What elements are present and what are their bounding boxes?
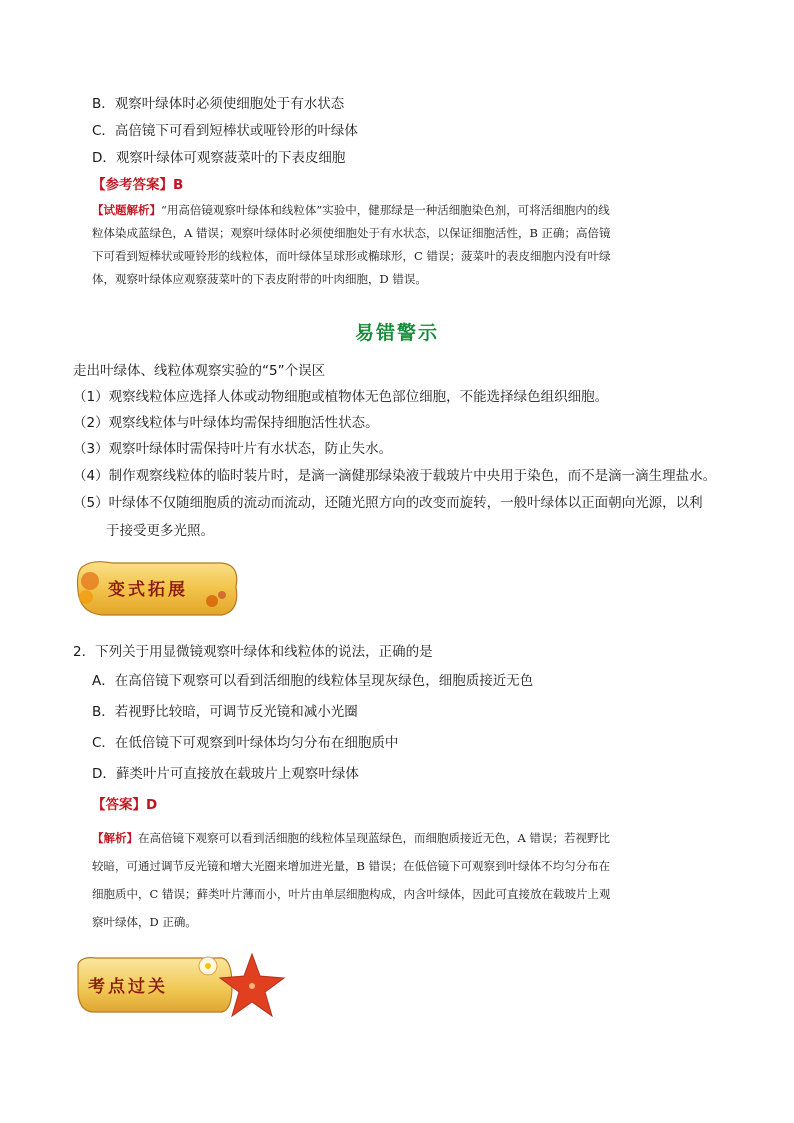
warning-intro: 走出叶绿体、线粒体观察实验的“5”个误区 (73, 363, 326, 379)
warning-item-5-cont: 于接受更多光照。 (106, 523, 214, 539)
q2-stem: 2．下列关于用显微镜观察叶绿体和线粒体的说法，正确的是 (73, 644, 433, 660)
q2-option-b: B．若视野比较暗，可调节反光镜和减小光圈 (92, 704, 358, 720)
checkpoint-badge (72, 950, 287, 1020)
q1-option-b: B．观察叶绿体时必须使细胞处于有水状态 (92, 96, 345, 112)
q1-analysis-label: 【试题解析】 (92, 203, 161, 217)
q2-analysis-line: 较暗，可通过调节反光镜和增大光圈来增加进光量，B 错误；在低倍镜下可观察到叶绿体不均匀分布在 (92, 859, 611, 873)
q2-analysis-line: 在高倍镜下观察可以看到活细胞的线粒体呈现蓝绿色，而细胞质接近无色，A 错误；若视野比 (138, 831, 610, 845)
warning-item-1: （1）观察线粒体应选择人体或动物细胞或植物体无色部位细胞，不能选择绿色组织细胞。 (73, 389, 609, 405)
warning-item-2: （2）观察线粒体与叶绿体均需保持细胞活性状态。 (73, 415, 379, 431)
q2-option-a: A．在高倍镜下观察可以看到活细胞的线粒体呈现灰绿色，细胞质接近无色 (92, 673, 534, 689)
q2-answer-value: D (146, 797, 158, 813)
q1-analysis-line: 体，观察叶绿体应观察菠菜叶的下表皮附带的叶肉细胞，D 错误。 (92, 272, 427, 286)
q1-analysis (92, 199, 611, 291)
q1-analysis-line: 下可看到短棒状或哑铃形的线粒体，而叶绿体呈球形或椭球形，C 错误；菠菜叶的表皮细胞内没有叶绿 (92, 249, 611, 263)
warning-item-4: （4）制作观察线粒体的临时装片时，是滴一滴健那绿染液于载玻片中央用于染色，而不是滴一滴生理盐水。 (73, 468, 717, 484)
warning-item-5: （5）叶绿体不仅随细胞质的流动而流动，还随光照方向的改变而旋转，一般叶绿体以正面朝向光源，以利 (73, 495, 703, 511)
q1-analysis-line: 粒体染成蓝绿色，A 错误；观察叶绿体时必须使细胞处于有水状态，以保证细胞活性，B 正确；高倍镜 (92, 226, 611, 240)
q2-answer-label: 【答案】 (92, 797, 146, 813)
q2-analysis-line: 察叶绿体，D 正确。 (92, 915, 197, 929)
q1-answer (92, 175, 183, 195)
warning-heading: 易错警示 (354, 322, 439, 344)
q1-answer-label: 【参考答案】 (92, 177, 173, 193)
q1-answer-value: B (173, 177, 184, 193)
q2-analysis-line: 细胞质中，C 错误；藓类叶片薄而小，叶片由单层细胞构成，内含叶绿体，因此可直接放在载玻片上观 (92, 887, 611, 901)
variation-badge (72, 557, 242, 621)
variation-badge-label: 变式拓展 (108, 580, 188, 600)
q2-analysis (92, 824, 610, 936)
q2-analysis-label: 【解析】 (92, 831, 138, 845)
q2-option-c: C．在低倍镜下可观察到叶绿体均匀分布在细胞质中 (92, 735, 399, 751)
checkpoint-badge-label: 考点过关 (88, 977, 168, 997)
warning-item-3: （3）观察叶绿体时需保持叶片有水状态，防止失水。 (73, 441, 393, 457)
q2-option-d: D．藓类叶片可直接放在载玻片上观察叶绿体 (92, 766, 359, 782)
q1-option-c: C．高倍镜下可看到短棒状或哑铃形的叶绿体 (92, 123, 358, 139)
q2-answer (92, 795, 157, 815)
q1-option-d: D．观察叶绿体可观察菠菜叶的下表皮细胞 (92, 150, 346, 166)
q1-analysis-line: “用高倍镜观察叶绿体和线粒体”实验中，健那绿是一种活细胞染色剂，可将活细胞内的线 (161, 203, 610, 217)
